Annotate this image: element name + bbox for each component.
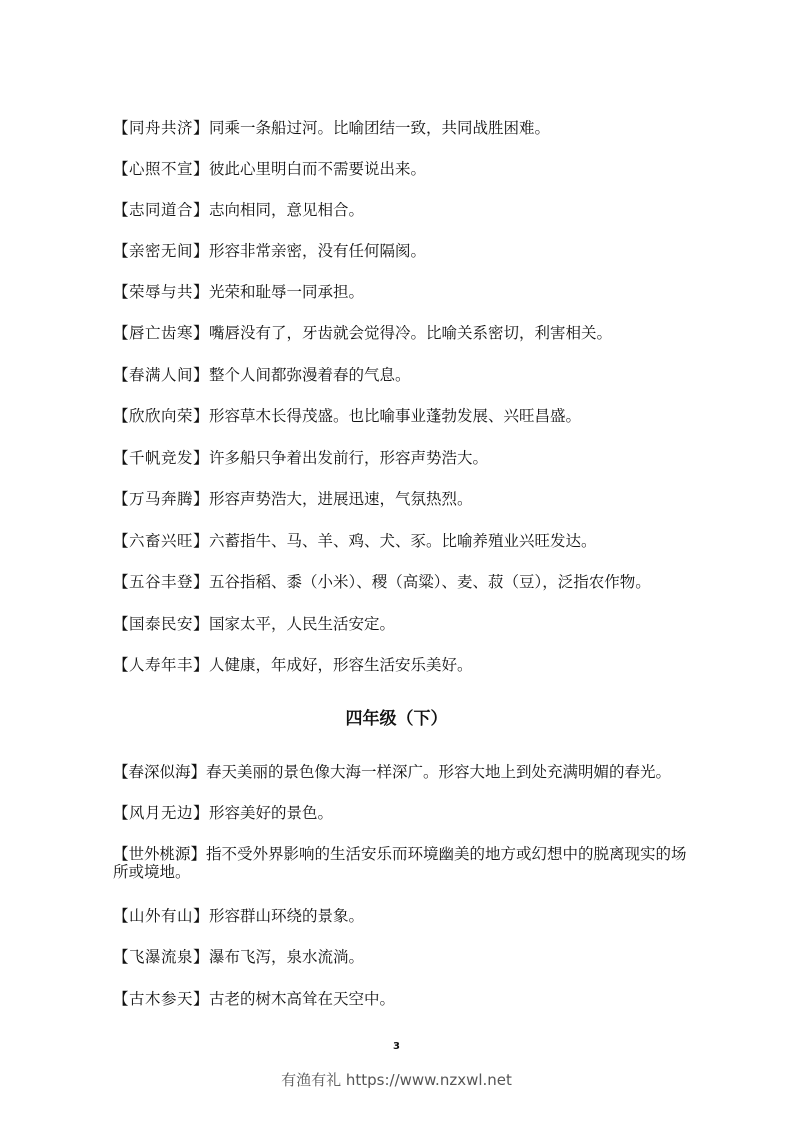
idiom-entry <box>113 449 688 468</box>
idiom-term: 【人寿年丰】 <box>113 656 210 674</box>
idiom-entry <box>113 990 688 1009</box>
idiom-term: 【春深似海】 <box>113 763 207 781</box>
idiom-entry <box>113 804 688 823</box>
idiom-definition: 形容声势浩大，进展迅速，气氛热烈。 <box>209 490 473 508</box>
idiom-entry <box>113 845 693 881</box>
page-number: 3 <box>393 1041 400 1052</box>
idiom-definition: 志向相同，意见相合。 <box>209 201 365 219</box>
idiom-term: 【五谷丰登】 <box>113 573 210 591</box>
idiom-definition: 形容美好的景色。 <box>209 804 334 822</box>
idiom-entry <box>113 490 688 509</box>
section-heading: 四年级（下） <box>345 709 448 729</box>
idiom-term: 【志同道合】 <box>113 201 210 219</box>
idiom-entry <box>113 119 688 138</box>
idiom-definition: 同乘一条船过河。比喻团结一致，共同战胜困难。 <box>209 119 551 137</box>
idiom-entry <box>113 656 688 675</box>
idiom-entry <box>113 907 688 926</box>
idiom-definition: 光荣和耻辱一同承担。 <box>209 283 365 301</box>
idiom-entry <box>113 532 688 551</box>
idiom-term: 【山外有山】 <box>113 907 210 925</box>
idiom-entry <box>113 242 688 261</box>
idiom-term: 【同舟共济】 <box>113 119 210 137</box>
idiom-term: 【古木参天】 <box>113 990 210 1008</box>
idiom-definition: 形容草木长得茂盛。也比喻事业蓬勃发展、兴旺昌盛。 <box>209 407 582 425</box>
idiom-definition: 形容群山环绕的景象。 <box>209 907 365 925</box>
idiom-term: 【飞瀑流泉】 <box>113 948 210 966</box>
idiom-entry <box>113 160 688 179</box>
idiom-entry <box>113 615 688 634</box>
idiom-definition: 人健康，年成好，形容生活安乐美好。 <box>209 656 473 674</box>
idiom-entry <box>113 573 688 592</box>
idiom-entry <box>113 763 688 782</box>
idiom-term: 【万马奔腾】 <box>113 490 210 508</box>
idiom-term: 【世外桃源】 <box>113 845 207 863</box>
idiom-definition: 六蓄指牛、马、羊、鸡、犬、豕。比喻养殖业兴旺发达。 <box>209 532 597 550</box>
idiom-definition: 彼此心里明白而不需要说出来。 <box>209 160 427 178</box>
idiom-entry <box>113 324 688 343</box>
idiom-definition: 嘴唇没有了，牙齿就会觉得冷。比喻关系密切，利害相关。 <box>209 324 613 342</box>
idiom-entry <box>113 948 688 967</box>
idiom-term: 【荣辱与共】 <box>113 283 210 301</box>
footer-watermark: 有渔有礼 https://www.nzxwl.net <box>281 1071 512 1089</box>
idiom-entry <box>113 283 688 302</box>
idiom-term: 【风月无边】 <box>113 804 210 822</box>
idiom-term: 【春满人间】 <box>113 366 210 384</box>
idiom-term: 【亲密无间】 <box>113 242 210 260</box>
idiom-definition: 春天美丽的景色像大海一样深广。形容大地上到处充满明媚的春光。 <box>206 763 672 781</box>
idiom-term: 【欣欣向荣】 <box>113 407 210 425</box>
idiom-term: 【心照不宣】 <box>113 160 210 178</box>
idiom-entry <box>113 201 688 220</box>
idiom-definition: 瀑布飞泻，泉水流淌。 <box>209 948 365 966</box>
idiom-term: 【国泰民安】 <box>113 615 210 633</box>
idiom-term: 【千帆竞发】 <box>113 449 210 467</box>
idiom-definition: 古老的树木高耸在天空中。 <box>209 990 396 1008</box>
idiom-term: 【六畜兴旺】 <box>113 532 210 550</box>
idiom-entry <box>113 407 688 426</box>
idiom-definition: 形容非常亲密，没有任何隔阂。 <box>209 242 427 260</box>
idiom-definition: 许多船只争着出发前行，形容声势浩大。 <box>209 449 489 467</box>
idiom-definition: 国家太平，人民生活安定。 <box>209 615 396 633</box>
idiom-definition: 整个人间都弥漫着春的气息。 <box>209 366 411 384</box>
idiom-definition: 指不受外界影响的生活安乐而环境幽美的地方或幻想中的脱离现实的场所或境地。 <box>113 845 687 881</box>
idiom-term: 【唇亡齿寒】 <box>113 324 210 342</box>
idiom-entry <box>113 366 688 385</box>
idiom-definition: 五谷指稻、黍（小米）、稷（高粱）、麦、菽（豆），泛指农作物。 <box>209 573 651 591</box>
